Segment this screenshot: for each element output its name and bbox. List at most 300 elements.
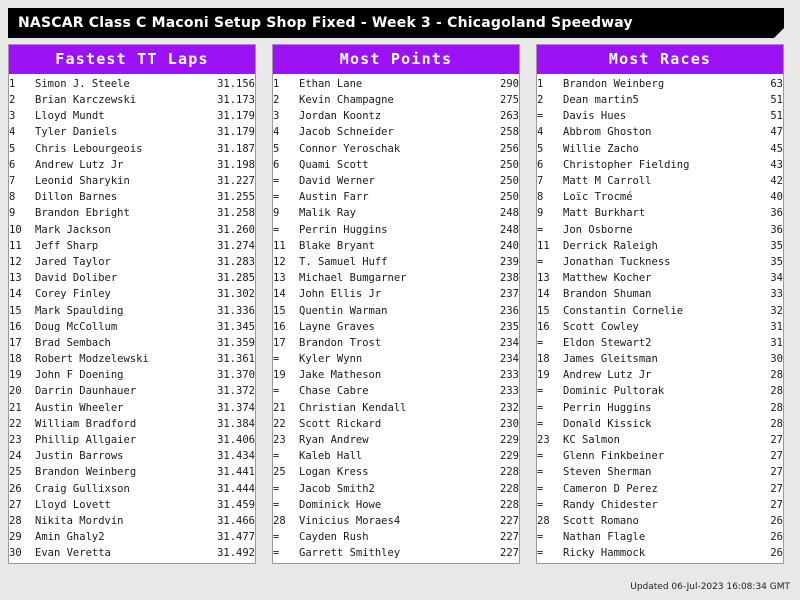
table-row	[537, 432, 783, 448]
row-value: 31.285	[217, 272, 255, 285]
table-row	[537, 157, 783, 173]
row-value: 35	[770, 239, 783, 252]
row-position: 8	[9, 191, 16, 204]
row-value: 31	[770, 320, 783, 333]
row-value: 31.227	[217, 175, 255, 188]
row-driver-name: Layne Graves	[299, 320, 375, 333]
table-row	[537, 189, 783, 205]
row-position: 6	[9, 158, 16, 171]
row-value: 228	[500, 498, 519, 511]
row-position: 16	[9, 320, 22, 333]
table-row	[9, 383, 255, 399]
row-position: 1	[273, 78, 280, 90]
row-driver-name: Corey Finley	[35, 288, 111, 301]
table-row	[273, 124, 519, 140]
row-position: 15	[537, 304, 550, 317]
row-position: =	[537, 385, 544, 398]
row-position: 23	[537, 434, 550, 447]
table-row	[273, 157, 519, 173]
row-value: 290	[500, 78, 519, 90]
row-driver-name: Christian Kendall	[299, 401, 407, 414]
row-value: 27	[770, 466, 783, 479]
row-position: =	[273, 385, 280, 398]
row-driver-name: Robert Modzelewski	[35, 353, 149, 366]
row-driver-name: Ethan Lane	[299, 78, 363, 90]
row-value: 234	[500, 353, 519, 366]
table-row	[537, 108, 783, 124]
table-row	[537, 124, 783, 140]
row-position: =	[537, 255, 544, 268]
row-value: 237	[500, 288, 519, 301]
row-driver-name: Connor Yeroschak	[299, 142, 401, 155]
row-driver-name: Lloyd Mundt	[35, 110, 105, 123]
row-position: 25	[273, 466, 286, 479]
row-driver-name: Willie Zacho	[563, 142, 639, 155]
row-value: 229	[500, 434, 519, 447]
row-position: 14	[9, 288, 22, 301]
table-row	[9, 302, 255, 318]
row-position: 11	[9, 239, 22, 252]
table-row	[537, 383, 783, 399]
row-value: 227	[500, 547, 519, 560]
row-driver-name: Darrin Daunhauer	[35, 385, 137, 398]
row-position: =	[273, 482, 280, 495]
row-position: 4	[9, 126, 16, 139]
row-driver-name: Mark Jackson	[35, 223, 111, 236]
row-driver-name: Jordan Koontz	[299, 110, 382, 123]
row-position: 4	[537, 126, 544, 139]
row-value: 32	[770, 304, 783, 317]
row-value: 63	[770, 78, 783, 90]
row-driver-name: David Werner	[299, 175, 375, 188]
row-value: 31.302	[217, 288, 255, 301]
row-driver-name: Christopher Fielding	[563, 158, 690, 171]
table-row	[9, 157, 255, 173]
row-position: 8	[537, 191, 544, 204]
row-driver-name: Matt Burkhart	[563, 207, 646, 220]
table-row	[9, 222, 255, 238]
row-driver-name: Justin Barrows	[35, 450, 124, 463]
row-position: 17	[9, 336, 22, 349]
row-position: 4	[273, 126, 280, 139]
row-driver-name: Ryan Andrew	[299, 434, 369, 447]
table-row	[273, 351, 519, 367]
row-driver-name: Scott Cowley	[563, 320, 639, 333]
table-row	[9, 173, 255, 189]
row-value: 31.361	[217, 353, 255, 366]
table-row	[9, 270, 255, 286]
row-value: 33	[770, 288, 783, 301]
row-driver-name: Jared Taylor	[35, 255, 111, 268]
row-position: 7	[537, 175, 544, 188]
table-row	[537, 302, 783, 318]
row-driver-name: Steven Sherman	[563, 466, 652, 479]
row-driver-name: Doug McCollum	[35, 320, 118, 333]
row-position: 28	[9, 514, 22, 527]
row-driver-name: Perrin Huggins	[299, 223, 388, 236]
row-value: 275	[500, 94, 519, 107]
table-row	[273, 481, 519, 497]
row-value: 28	[770, 417, 783, 430]
row-value: 47	[770, 126, 783, 139]
table-row	[273, 92, 519, 108]
row-position: 20	[9, 385, 22, 398]
row-position: 19	[273, 369, 286, 382]
table-row	[273, 545, 519, 561]
row-driver-name: Constantin Cornelie	[563, 304, 684, 317]
row-value: 36	[770, 207, 783, 220]
table-row	[537, 205, 783, 221]
row-value: 240	[500, 239, 519, 252]
table-row	[537, 335, 783, 351]
row-position: 21	[9, 401, 22, 414]
row-position: 3	[273, 110, 280, 123]
row-position: 13	[537, 272, 550, 285]
row-value: 31.477	[217, 531, 255, 544]
table-row	[9, 481, 255, 497]
table-row	[537, 286, 783, 302]
row-driver-name: Mark Spaulding	[35, 304, 124, 317]
table-row	[273, 383, 519, 399]
row-driver-name: Nikita Mordvin	[35, 514, 124, 527]
row-value: 27	[770, 434, 783, 447]
row-position: 23	[9, 434, 22, 447]
row-position: =	[537, 466, 544, 479]
row-driver-name: Nathan Flagle	[563, 531, 646, 544]
row-driver-name: Dean martin5	[563, 94, 639, 107]
row-driver-name: Quami Scott	[299, 158, 369, 171]
row-position: 19	[9, 369, 22, 382]
row-driver-name: Quentin Warman	[299, 304, 388, 317]
row-position: =	[273, 450, 280, 463]
table-row	[273, 400, 519, 416]
row-value: 31.156	[217, 78, 255, 90]
panel-title: Most Points	[273, 45, 519, 74]
table-row	[9, 189, 255, 205]
row-driver-name: Jonathan Tuckness	[563, 255, 671, 268]
table-row	[273, 173, 519, 189]
row-value: 28	[770, 401, 783, 414]
table-row	[537, 141, 783, 157]
row-driver-name: Jacob Schneider	[299, 126, 394, 139]
row-driver-name: Scott Romano	[563, 514, 639, 527]
table-row	[9, 545, 255, 561]
row-value: 28	[770, 369, 783, 382]
table-row	[9, 319, 255, 335]
row-value: 263	[500, 110, 519, 123]
row-position: 2	[9, 94, 16, 107]
row-driver-name: William Bradford	[35, 417, 137, 430]
table-row	[9, 367, 255, 383]
row-position: 5	[537, 142, 544, 155]
row-position: 26	[9, 482, 22, 495]
row-position: 10	[9, 223, 22, 236]
row-value: 250	[500, 175, 519, 188]
table-row	[9, 351, 255, 367]
row-driver-name: Matt M Carroll	[563, 175, 652, 188]
table-row	[273, 141, 519, 157]
row-driver-name: Cayden Rush	[299, 531, 369, 544]
table-row	[9, 529, 255, 545]
table-row	[273, 270, 519, 286]
row-position: 2	[537, 94, 544, 107]
row-position: 21	[273, 401, 286, 414]
row-value: 27	[770, 498, 783, 511]
table-row	[537, 319, 783, 335]
table-row	[9, 416, 255, 432]
row-driver-name: Vinicius Moraes4	[299, 514, 401, 527]
row-value: 227	[500, 514, 519, 527]
row-value: 238	[500, 272, 519, 285]
row-driver-name: Loïc Trocmé	[563, 191, 633, 204]
table-row	[537, 92, 783, 108]
row-position: 9	[537, 207, 544, 220]
table-row	[537, 545, 783, 561]
row-position: =	[537, 336, 544, 349]
panel-most-points	[272, 44, 520, 564]
row-driver-name: Lloyd Lovett	[35, 498, 111, 511]
row-driver-name: John Ellis Jr	[299, 288, 382, 301]
row-position: 12	[273, 255, 286, 268]
row-position: 13	[273, 272, 286, 285]
row-position: =	[273, 547, 280, 560]
row-value: 31.384	[217, 417, 255, 430]
table-row	[9, 286, 255, 302]
row-position: 3	[9, 110, 16, 123]
row-value: 236	[500, 304, 519, 317]
row-driver-name: Amin Ghaly2	[35, 531, 105, 544]
panel-fastest-tt-laps	[8, 44, 256, 564]
leaderboard-columns	[8, 44, 784, 564]
table-row	[273, 74, 519, 92]
row-value: 31.198	[217, 158, 255, 171]
panel-title: Fastest TT Laps	[9, 45, 255, 74]
row-driver-name: Dillon Barnes	[35, 191, 118, 204]
row-value: 31.406	[217, 434, 255, 447]
row-value: 228	[500, 482, 519, 495]
row-driver-name: Glenn Finkbeiner	[563, 450, 665, 463]
row-position: 22	[273, 417, 286, 430]
table-row	[537, 238, 783, 254]
table-row	[9, 238, 255, 254]
row-position: 24	[9, 450, 22, 463]
row-driver-name: Jon Osborne	[563, 223, 633, 236]
table-row	[537, 416, 783, 432]
row-value: 26	[770, 514, 783, 527]
row-value: 258	[500, 126, 519, 139]
row-value: 229	[500, 450, 519, 463]
table-row	[273, 108, 519, 124]
table-row	[537, 222, 783, 238]
title-corner-notch	[774, 8, 792, 38]
row-value: 31.173	[217, 94, 255, 107]
row-driver-name: Tyler Daniels	[35, 126, 118, 139]
table-row	[273, 432, 519, 448]
row-value: 26	[770, 531, 783, 544]
row-driver-name: Abbrom Ghoston	[563, 126, 652, 139]
row-value: 250	[500, 158, 519, 171]
row-position: =	[273, 353, 280, 366]
row-value: 232	[500, 401, 519, 414]
row-value: 43	[770, 158, 783, 171]
row-value: 31.274	[217, 239, 255, 252]
table-row	[9, 513, 255, 529]
row-value: 31.179	[217, 110, 255, 123]
row-value: 27	[770, 450, 783, 463]
leaderboard-table	[9, 74, 255, 561]
row-driver-name: Leonid Sharykin	[35, 175, 130, 188]
row-driver-name: Michael Bumgarner	[299, 272, 407, 285]
table-row	[273, 464, 519, 480]
row-driver-name: Matthew Kocher	[563, 272, 652, 285]
row-driver-name: Randy Chidester	[563, 498, 658, 511]
row-position: =	[537, 110, 544, 123]
row-driver-name: Brandon Shuman	[563, 288, 652, 301]
table-row	[273, 222, 519, 238]
row-value: 31.459	[217, 498, 255, 511]
row-position: =	[537, 547, 544, 560]
row-position: 2	[273, 94, 280, 107]
title-bar	[8, 8, 784, 38]
row-driver-name: Jacob Smith2	[299, 482, 375, 495]
row-driver-name: Evan Veretta	[35, 547, 111, 560]
row-driver-name: Austin Wheeler	[35, 401, 124, 414]
row-position: 22	[9, 417, 22, 430]
table-row	[9, 108, 255, 124]
row-value: 31.345	[217, 320, 255, 333]
row-position: 12	[9, 255, 22, 268]
table-row	[273, 335, 519, 351]
row-value: 233	[500, 369, 519, 382]
table-row	[9, 400, 255, 416]
row-driver-name: Chase Cabre	[299, 385, 369, 398]
row-position: 5	[9, 142, 16, 155]
panel-title: Most Races	[537, 45, 783, 74]
row-position: 5	[273, 142, 280, 155]
row-driver-name: Logan Kress	[299, 466, 369, 479]
row-value: 31.441	[217, 466, 255, 479]
row-driver-name: T. Samuel Huff	[299, 255, 388, 268]
row-position: =	[537, 531, 544, 544]
table-row	[9, 335, 255, 351]
row-value: 31.260	[217, 223, 255, 236]
row-position: =	[273, 498, 280, 511]
row-driver-name: Scott Rickard	[299, 417, 382, 430]
row-driver-name: Austin Farr	[299, 191, 369, 204]
row-value: 26	[770, 547, 783, 560]
row-position: 7	[9, 175, 16, 188]
row-driver-name: Cameron D Perez	[563, 482, 658, 495]
row-value: 31.179	[217, 126, 255, 139]
row-value: 233	[500, 385, 519, 398]
row-driver-name: Eldon Stewart2	[563, 336, 652, 349]
table-row	[537, 173, 783, 189]
row-driver-name: Jake Matheson	[299, 369, 382, 382]
row-value: 256	[500, 142, 519, 155]
row-position: =	[273, 531, 280, 544]
row-driver-name: Chris Lebourgeois	[35, 142, 143, 155]
row-driver-name: Jeff Sharp	[35, 239, 99, 252]
table-row	[9, 74, 255, 92]
table-row	[537, 367, 783, 383]
row-value: 42	[770, 175, 783, 188]
table-row	[9, 448, 255, 464]
row-value: 31.187	[217, 142, 255, 155]
row-position: 13	[9, 272, 22, 285]
row-driver-name: David Doliber	[35, 272, 118, 285]
row-value: 31.255	[217, 191, 255, 204]
row-value: 28	[770, 385, 783, 398]
row-driver-name: Kyler Wynn	[299, 353, 363, 366]
row-value: 31.444	[217, 482, 255, 495]
row-driver-name: Donald Kissick	[563, 417, 652, 430]
row-position: 11	[273, 239, 286, 252]
row-driver-name: Derrick Raleigh	[563, 239, 658, 252]
row-position: 18	[9, 353, 22, 366]
row-driver-name: Phillip Allgaier	[35, 434, 137, 447]
row-value: 51	[770, 110, 783, 123]
table-row	[9, 141, 255, 157]
table-row	[273, 497, 519, 513]
leaderboard-table	[273, 74, 519, 561]
row-value: 30	[770, 353, 783, 366]
row-value: 250	[500, 191, 519, 204]
row-driver-name: Kevin Champagne	[299, 94, 394, 107]
row-value: 31.336	[217, 304, 255, 317]
table-row	[273, 513, 519, 529]
table-row	[537, 497, 783, 513]
table-row	[273, 189, 519, 205]
row-driver-name: Brandon Weinberg	[35, 466, 137, 479]
row-driver-name: Ricky Hammock	[563, 547, 646, 560]
row-position: 28	[273, 514, 286, 527]
row-position: 9	[273, 207, 280, 220]
row-driver-name: Andrew Lutz Jr	[563, 369, 652, 382]
row-value: 36	[770, 223, 783, 236]
table-row	[9, 497, 255, 513]
row-position: 29	[9, 531, 22, 544]
panel-most-races	[536, 44, 784, 564]
updated-timestamp: Updated 06-Jul-2023 16:08:34 GMT	[630, 582, 790, 592]
table-row	[537, 74, 783, 92]
row-position: =	[537, 401, 544, 414]
row-value: 31.372	[217, 385, 255, 398]
row-driver-name: Dominic Pultorak	[563, 385, 665, 398]
row-driver-name: Brandon Weinberg	[563, 78, 665, 90]
row-value: 248	[500, 223, 519, 236]
row-driver-name: KC Salmon	[563, 434, 620, 447]
table-row	[537, 400, 783, 416]
row-position: =	[537, 417, 544, 430]
row-position: =	[537, 450, 544, 463]
row-position: 1	[9, 78, 16, 90]
row-value: 248	[500, 207, 519, 220]
row-value: 31.370	[217, 369, 255, 382]
row-position: =	[273, 175, 280, 188]
row-value: 31.374	[217, 401, 255, 414]
row-position: =	[537, 223, 544, 236]
row-driver-name: James Gleitsman	[563, 353, 658, 366]
row-value: 31.359	[217, 336, 255, 349]
row-driver-name: Andrew Lutz Jr	[35, 158, 124, 171]
row-position: 17	[273, 336, 286, 349]
row-value: 227	[500, 531, 519, 544]
row-position: =	[273, 223, 280, 236]
table-row	[273, 205, 519, 221]
row-position: 1	[537, 78, 544, 90]
row-driver-name: Perrin Huggins	[563, 401, 652, 414]
row-value: 235	[500, 320, 519, 333]
